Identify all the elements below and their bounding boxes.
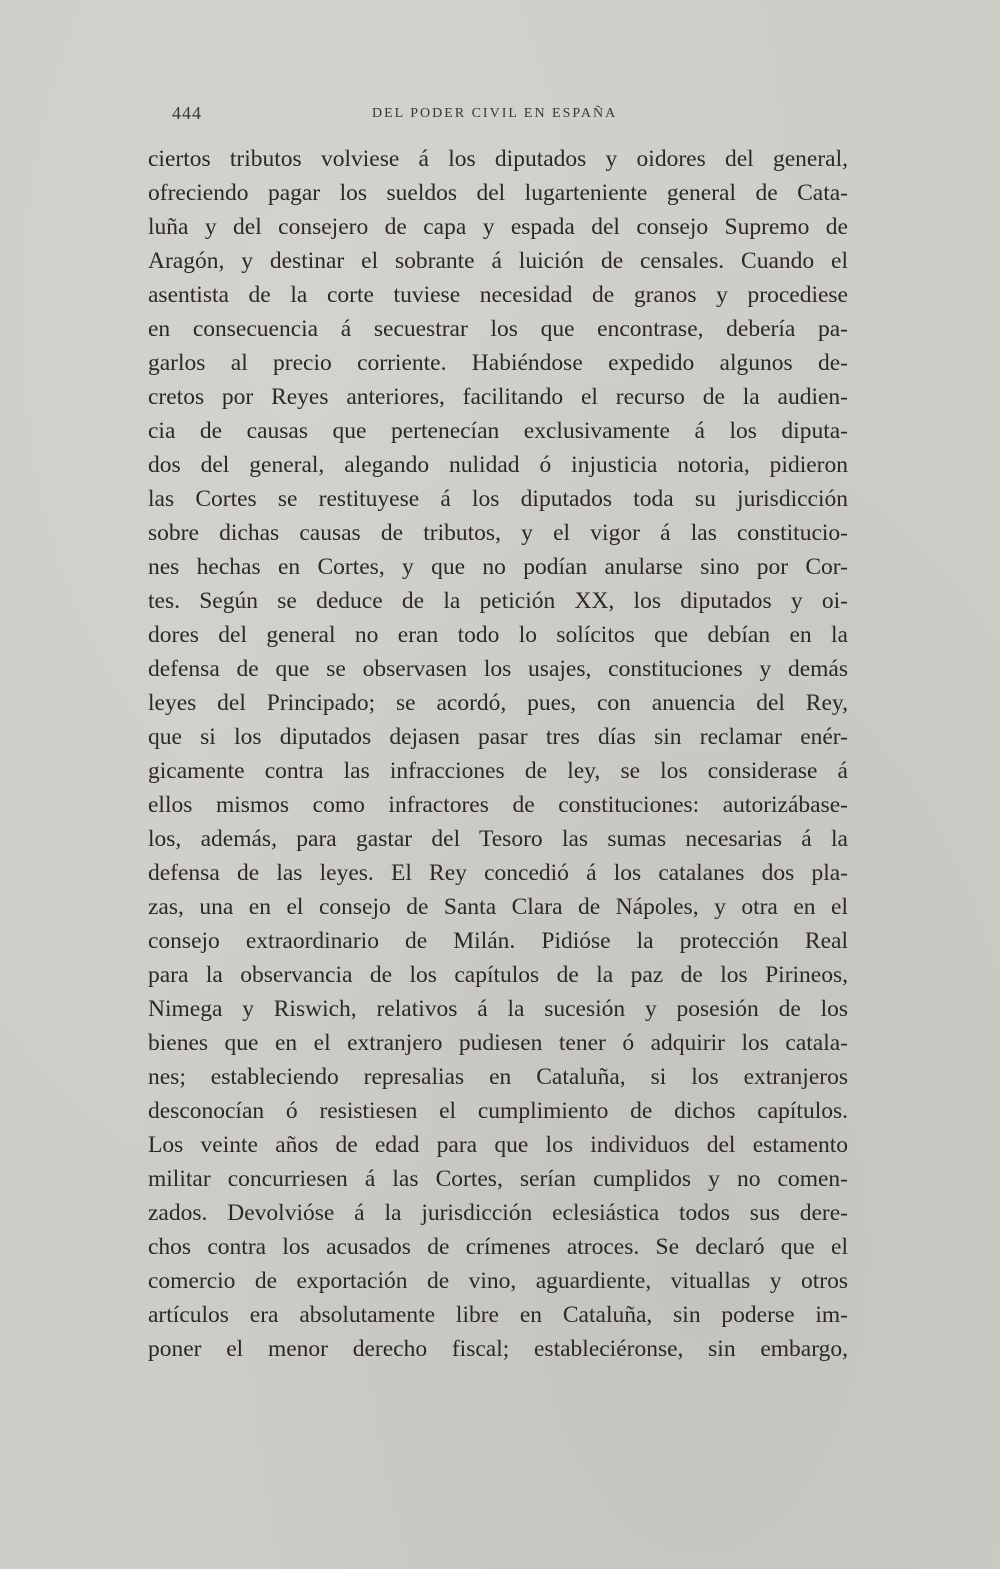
- text-line: artículos era absolutamente libre en Cataluña, sin poderse im-: [148, 1302, 848, 1328]
- text-line: ofreciendo pagar los sueldos del lugarteniente general de Cata-: [148, 180, 848, 206]
- text-line: las Cortes se restituyese á los diputados toda su jurisdicción: [148, 486, 848, 512]
- text-line: defensa de las leyes. El Rey concedió á los catalanes dos pla-: [148, 860, 848, 886]
- text-line: luña y del consejero de capa y espada del consejo Supremo de: [148, 214, 848, 240]
- text-line: leyes del Principado; se acordó, pues, con anuencia del Rey,: [148, 690, 848, 716]
- text-line: en consecuencia á secuestrar los que encontrase, debería pa-: [148, 316, 848, 342]
- text-line: Aragón, y destinar el sobrante á luición de censales. Cuando el: [148, 248, 848, 274]
- page-number: 444: [172, 103, 202, 123]
- running-head: [172, 103, 842, 125]
- text-line: zados. Devolvióse á la jurisdicción eclesiástica todos sus dere-: [148, 1200, 848, 1226]
- text-line: garlos al precio corriente. Habiéndose expedido algunos de-: [148, 350, 848, 376]
- text-line: sobre dichas causas de tributos, y el vigor á las constitucio-: [148, 520, 848, 546]
- text-line: bienes que en el extranjero pudiesen tener ó adquirir los catala-: [148, 1030, 848, 1056]
- text-line: Nimega y Riswich, relativos á la sucesión y posesión de los: [148, 996, 848, 1022]
- text-line: dores del general no eran todo lo solícitos que debían en la: [148, 622, 848, 648]
- body-text: [148, 142, 848, 1366]
- text-line: cretos por Reyes anteriores, facilitando el recurso de la audien-: [148, 384, 848, 410]
- text-line: chos contra los acusados de crímenes atroces. Se declaró que el: [148, 1234, 848, 1260]
- text-line: ellos mismos como infractores de constituciones: autorizábase-: [148, 792, 848, 818]
- text-line: asentista de la corte tuviese necesidad de granos y procediese: [148, 282, 848, 308]
- text-line: comercio de exportación de vino, aguardiente, vituallas y otros: [148, 1268, 848, 1294]
- text-line: nes hechas en Cortes, y que no podían anularse sino por Cor-: [148, 554, 848, 580]
- text-line: militar concurriesen á las Cortes, serían cumplidos y no comen-: [148, 1166, 848, 1192]
- text-line: nes; estableciendo represalias en Cataluña, si los extranjeros: [148, 1064, 848, 1090]
- text-line: desconocían ó resistiesen el cumplimiento de dichos capítulos.: [148, 1098, 848, 1124]
- text-line: consejo extraordinario de Milán. Pidióse la protección Real: [148, 928, 848, 954]
- text-line: defensa de que se observasen los usajes, constituciones y demás: [148, 656, 848, 682]
- text-line: poner el menor derecho fiscal; estableciéronse, sin embargo,: [148, 1336, 848, 1362]
- text-line: Los veinte años de edad para que los individuos del estamento: [148, 1132, 848, 1158]
- text-line: que si los diputados dejasen pasar tres días sin reclamar enér-: [148, 724, 848, 750]
- text-line: gicamente contra las infracciones de ley, se los considerase á: [148, 758, 848, 784]
- text-line: para la observancia de los capítulos de la paz de los Pirineos,: [148, 962, 848, 988]
- text-line: los, además, para gastar del Tesoro las sumas necesarias á la: [148, 826, 848, 852]
- text-line: cia de causas que pertenecían exclusivamente á los diputa-: [148, 418, 848, 444]
- text-line: dos del general, alegando nulidad ó injusticia notoria, pidieron: [148, 452, 848, 478]
- text-line: ciertos tributos volviese á los diputados y oidores del general,: [148, 146, 848, 172]
- text-line: tes. Según se deduce de la petición XX, los diputados y oi-: [148, 588, 848, 614]
- text-line: zas, una en el consejo de Santa Clara de Nápoles, y otra en el: [148, 894, 848, 920]
- running-head-title: DEL PODER CIVIL EN ESPAÑA: [372, 106, 618, 121]
